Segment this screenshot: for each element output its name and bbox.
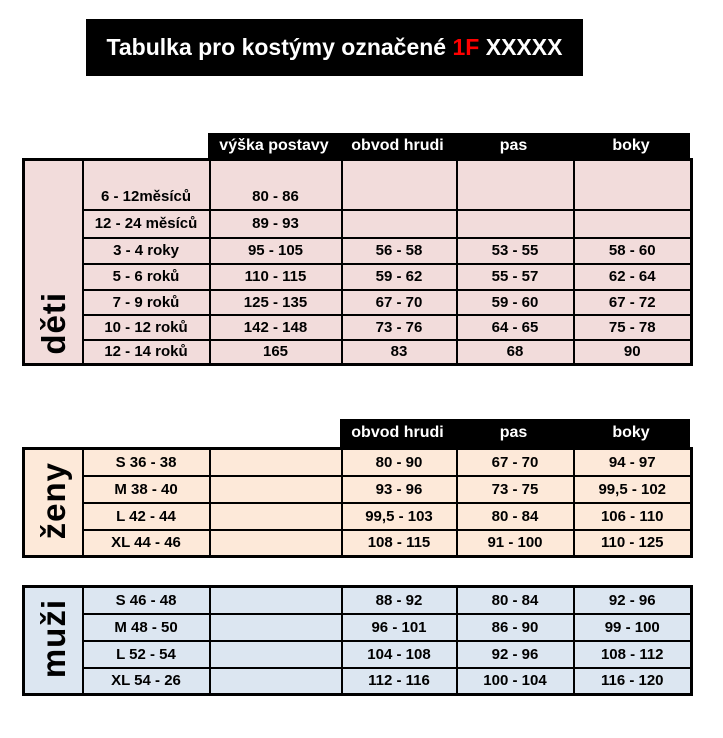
cell-pas: 80 - 84 <box>457 503 574 530</box>
cell-vyska <box>210 614 342 641</box>
cell-pas: 59 - 60 <box>457 290 574 315</box>
cell-pas: 53 - 55 <box>457 238 574 264</box>
cell-boky: 116 - 120 <box>574 668 692 695</box>
cell-vyska: 89 - 93 <box>210 210 342 238</box>
men-size-table <box>22 585 693 696</box>
cell-boky: 92 - 96 <box>574 587 692 614</box>
cell-pas <box>457 160 574 210</box>
women-column-headers <box>340 419 690 447</box>
cell-vyska: 142 - 148 <box>210 315 342 340</box>
header-obvod-hrudi: obvod hrudi <box>351 424 444 441</box>
cell-vyska <box>210 476 342 503</box>
cell-vyska: 80 - 86 <box>210 160 342 210</box>
row-label: M 48 - 50 <box>83 614 210 641</box>
table-row <box>24 449 692 476</box>
table-row <box>24 641 692 668</box>
group-label-deti: děti <box>24 160 83 365</box>
table-row <box>24 340 692 365</box>
table-row <box>24 264 692 290</box>
row-label: L 42 - 44 <box>83 503 210 530</box>
cell-hrudi: 96 - 101 <box>342 614 457 641</box>
cell-hrudi: 108 - 115 <box>342 530 457 557</box>
cell-pas: 55 - 57 <box>457 264 574 290</box>
cell-vyska <box>210 641 342 668</box>
cell-boky: 106 - 110 <box>574 503 692 530</box>
header-boky: boky <box>612 136 650 154</box>
cell-pas: 80 - 84 <box>457 587 574 614</box>
cell-pas: 100 - 104 <box>457 668 574 695</box>
row-label: 12 - 24 měsíců <box>83 210 210 238</box>
header-pas: pas <box>499 136 528 154</box>
table-row <box>24 530 692 557</box>
header-obvod-hrudi: obvod hrudi <box>351 136 444 154</box>
cell-vyska: 110 - 115 <box>210 264 342 290</box>
cell-hrudi <box>342 210 457 238</box>
header-vyska-postavy: výška postavy <box>219 136 329 154</box>
cell-hrudi: 80 - 90 <box>342 449 457 476</box>
row-label: 3 - 4 roky <box>83 238 210 264</box>
cell-boky: 75 - 78 <box>574 315 692 340</box>
cell-vyska <box>210 530 342 557</box>
cell-vyska <box>210 449 342 476</box>
table-row <box>24 587 692 614</box>
row-label: 6 - 12měsíců <box>83 160 210 210</box>
cell-hrudi: 93 - 96 <box>342 476 457 503</box>
row-label: S 46 - 48 <box>83 587 210 614</box>
cell-hrudi: 59 - 62 <box>342 264 457 290</box>
row-label: XL 54 - 26 <box>83 668 210 695</box>
title-suffix: XXXXX <box>479 34 563 60</box>
cell-vyska: 165 <box>210 340 342 365</box>
cell-pas: 64 - 65 <box>457 315 574 340</box>
cell-hrudi: 56 - 58 <box>342 238 457 264</box>
cell-boky: 99,5 - 102 <box>574 476 692 503</box>
cell-hrudi: 73 - 76 <box>342 315 457 340</box>
cell-pas: 91 - 100 <box>457 530 574 557</box>
cell-boky <box>574 160 692 210</box>
row-label: 5 - 6 roků <box>83 264 210 290</box>
cell-boky: 108 - 112 <box>574 641 692 668</box>
row-label: S 36 - 38 <box>83 449 210 476</box>
cell-boky: 62 - 64 <box>574 264 692 290</box>
cell-vyska: 125 - 135 <box>210 290 342 315</box>
table-row <box>24 290 692 315</box>
row-label: 7 - 9 roků <box>83 290 210 315</box>
table-row <box>24 503 692 530</box>
cell-hrudi <box>342 160 457 210</box>
table-row <box>24 210 692 238</box>
cell-boky: 58 - 60 <box>574 238 692 264</box>
header-pas: pas <box>499 424 528 441</box>
table-row <box>24 315 692 340</box>
cell-hrudi: 99,5 - 103 <box>342 503 457 530</box>
title-code-highlight: 1F <box>452 34 480 60</box>
title-prefix: Tabulka pro kostýmy označené <box>106 34 453 60</box>
cell-boky: 90 <box>574 340 692 365</box>
cell-pas: 67 - 70 <box>457 449 574 476</box>
cell-vyska <box>210 587 342 614</box>
row-label: 10 - 12 roků <box>83 315 210 340</box>
group-label-zeny: ženy <box>24 449 83 557</box>
cell-pas: 86 - 90 <box>457 614 574 641</box>
cell-pas: 92 - 96 <box>457 641 574 668</box>
table-row <box>24 160 692 210</box>
row-label: M 38 - 40 <box>83 476 210 503</box>
cell-boky: 110 - 125 <box>574 530 692 557</box>
cell-boky: 67 - 72 <box>574 290 692 315</box>
cell-hrudi: 112 - 116 <box>342 668 457 695</box>
row-label: XL 44 - 46 <box>83 530 210 557</box>
cell-boky: 94 - 97 <box>574 449 692 476</box>
group-label-muzi: muži <box>24 587 83 695</box>
children-column-headers <box>208 133 690 158</box>
cell-boky: 99 - 100 <box>574 614 692 641</box>
row-label: L 52 - 54 <box>83 641 210 668</box>
cell-boky <box>574 210 692 238</box>
table-row <box>24 668 692 695</box>
table-row <box>24 614 692 641</box>
cell-hrudi: 88 - 92 <box>342 587 457 614</box>
title-banner <box>86 19 583 76</box>
women-size-table <box>22 447 693 558</box>
cell-pas <box>457 210 574 238</box>
cell-pas: 68 <box>457 340 574 365</box>
cell-hrudi: 83 <box>342 340 457 365</box>
children-size-table <box>22 158 693 366</box>
cell-pas: 73 - 75 <box>457 476 574 503</box>
row-label: 12 - 14 roků <box>83 340 210 365</box>
cell-vyska <box>210 503 342 530</box>
cell-vyska <box>210 668 342 695</box>
table-row <box>24 238 692 264</box>
header-boky: boky <box>612 424 650 441</box>
table-row <box>24 476 692 503</box>
cell-hrudi: 67 - 70 <box>342 290 457 315</box>
cell-vyska: 95 - 105 <box>210 238 342 264</box>
cell-hrudi: 104 - 108 <box>342 641 457 668</box>
